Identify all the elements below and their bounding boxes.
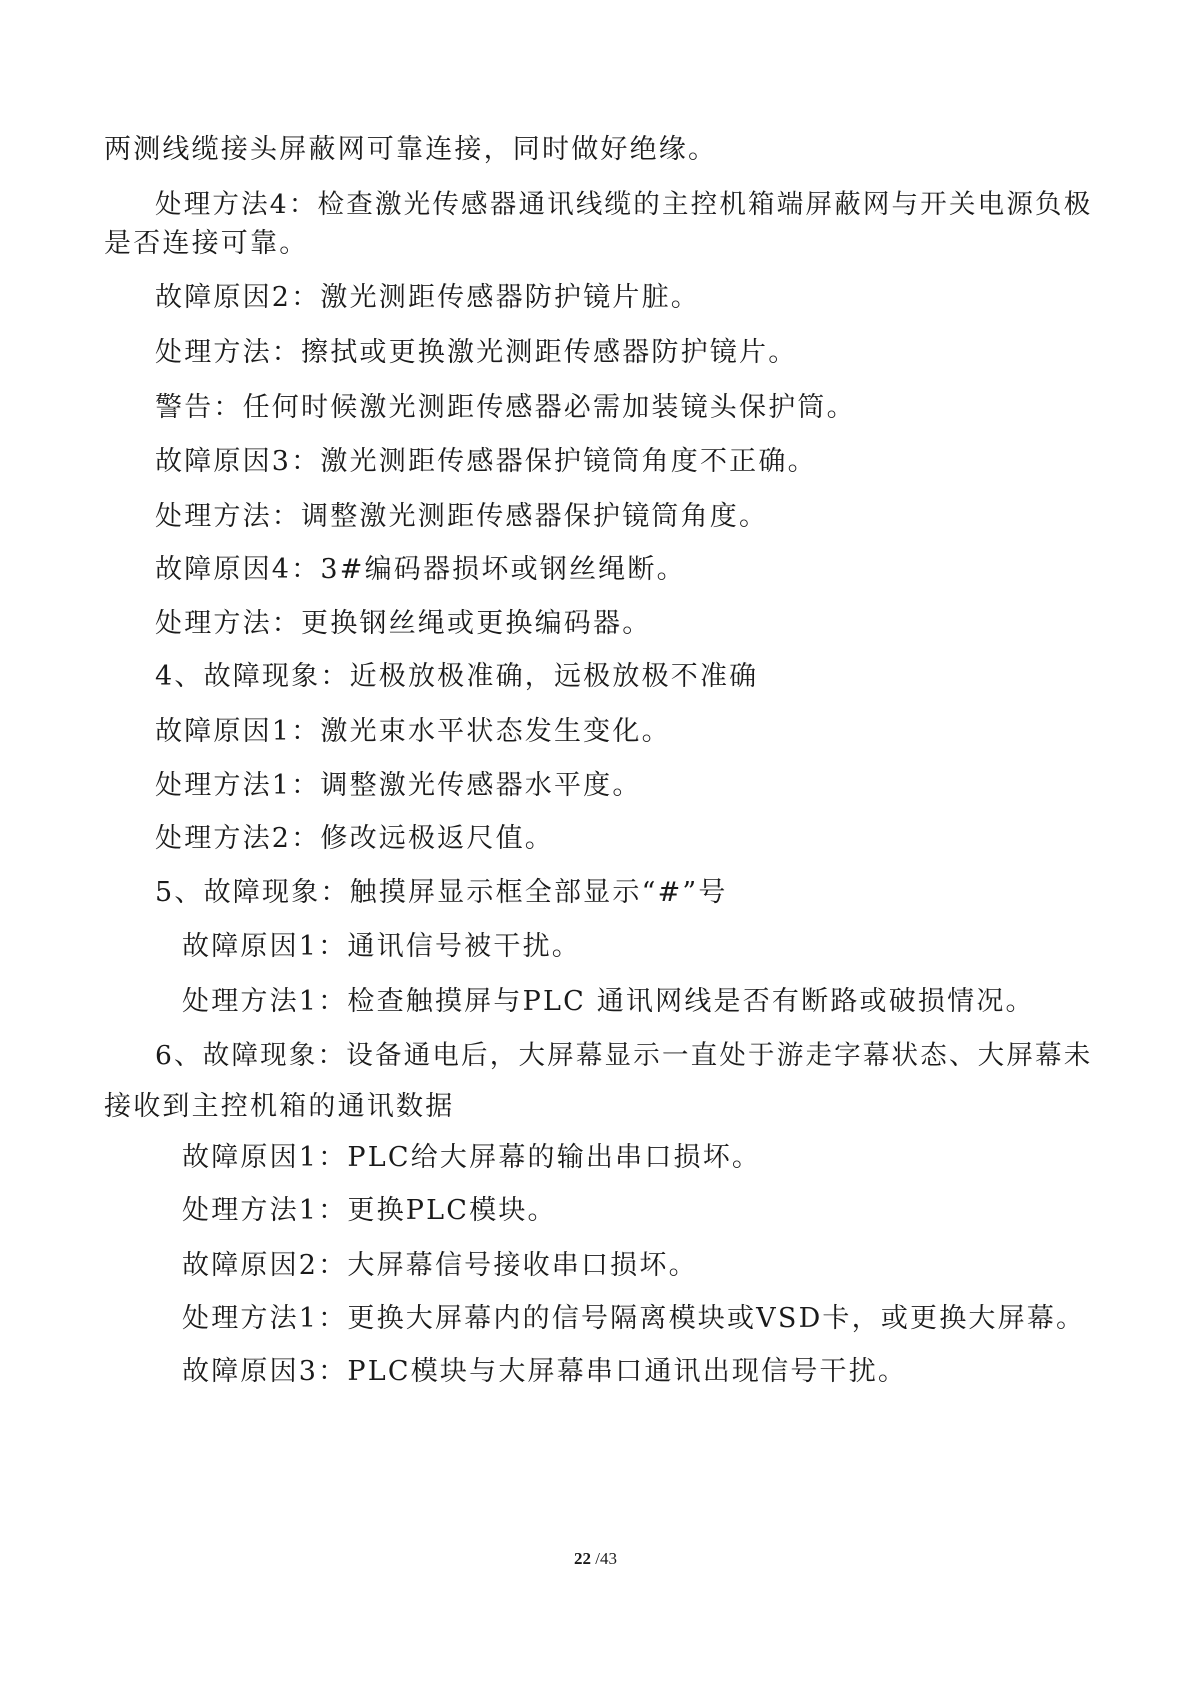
text-line: 是否连接可靠。	[104, 228, 309, 259]
text-line: 故障原因1：通讯信号被干扰。	[182, 931, 581, 962]
text-line: 处理方法1：更换PLC模块。	[182, 1195, 557, 1226]
section-heading: 6、故障现象：设备通电后，大屏幕显示一直处于游走字幕状态、大屏幕未	[155, 1040, 1093, 1071]
text-line: 处理方法：擦拭或更换激光测距传感器防护镜片。	[155, 337, 798, 368]
section-heading: 5、故障现象：触摸屏显示框全部显示“#”号	[155, 877, 728, 908]
text-line: 故障原因4：3#编码器损坏或钢丝绳断。	[155, 554, 686, 585]
text-line: 接收到主控机箱的通讯数据	[104, 1091, 455, 1122]
text-line: 故障原因3：PLC模块与大屏幕串口通讯出现信号干扰。	[182, 1356, 908, 1387]
text-line: 处理方法1：调整激光传感器水平度。	[155, 770, 642, 801]
text-line: 故障原因1：PLC给大屏幕的输出串口损坏。	[182, 1142, 762, 1173]
text-line: 处理方法：调整激光测距传感器保护镜筒角度。	[155, 501, 769, 532]
text-line: 故障原因3：激光测距传感器保护镜筒角度不正确。	[155, 446, 817, 477]
text-line: 处理方法1：检查触摸屏与PLC 通讯网线是否有断路或破损情况。	[182, 986, 1035, 1017]
total-pages: /43	[591, 1549, 617, 1568]
section-heading: 4、故障现象：近极放极准确，远极放极不准确	[155, 661, 759, 692]
text-line: 警告：任何时候激光测距传感器必需加装镜头保护筒。	[155, 392, 856, 423]
text-line: 故障原因2：激光测距传感器防护镜片脏。	[155, 282, 700, 313]
text-line: 故障原因1：激光束水平状态发生变化。	[155, 716, 671, 747]
text-line: 处理方法1：更换大屏幕内的信号隔离模块或VSD卡，或更换大屏幕。	[182, 1303, 1086, 1334]
current-page: 22	[574, 1549, 591, 1568]
text-line: 两测线缆接头屏蔽网可靠连接，同时做好绝缘。	[104, 134, 718, 165]
text-line: 处理方法4：检查激光传感器通讯线缆的主控机箱端屏蔽网与开关电源负极	[155, 189, 1093, 220]
text-line: 处理方法2：修改远极返尺值。	[155, 823, 554, 854]
page-number	[0, 1549, 1191, 1569]
text-line: 处理方法：更换钢丝绳或更换编码器。	[155, 608, 652, 639]
text-line: 故障原因2：大屏幕信号接收串口损坏。	[182, 1250, 698, 1281]
